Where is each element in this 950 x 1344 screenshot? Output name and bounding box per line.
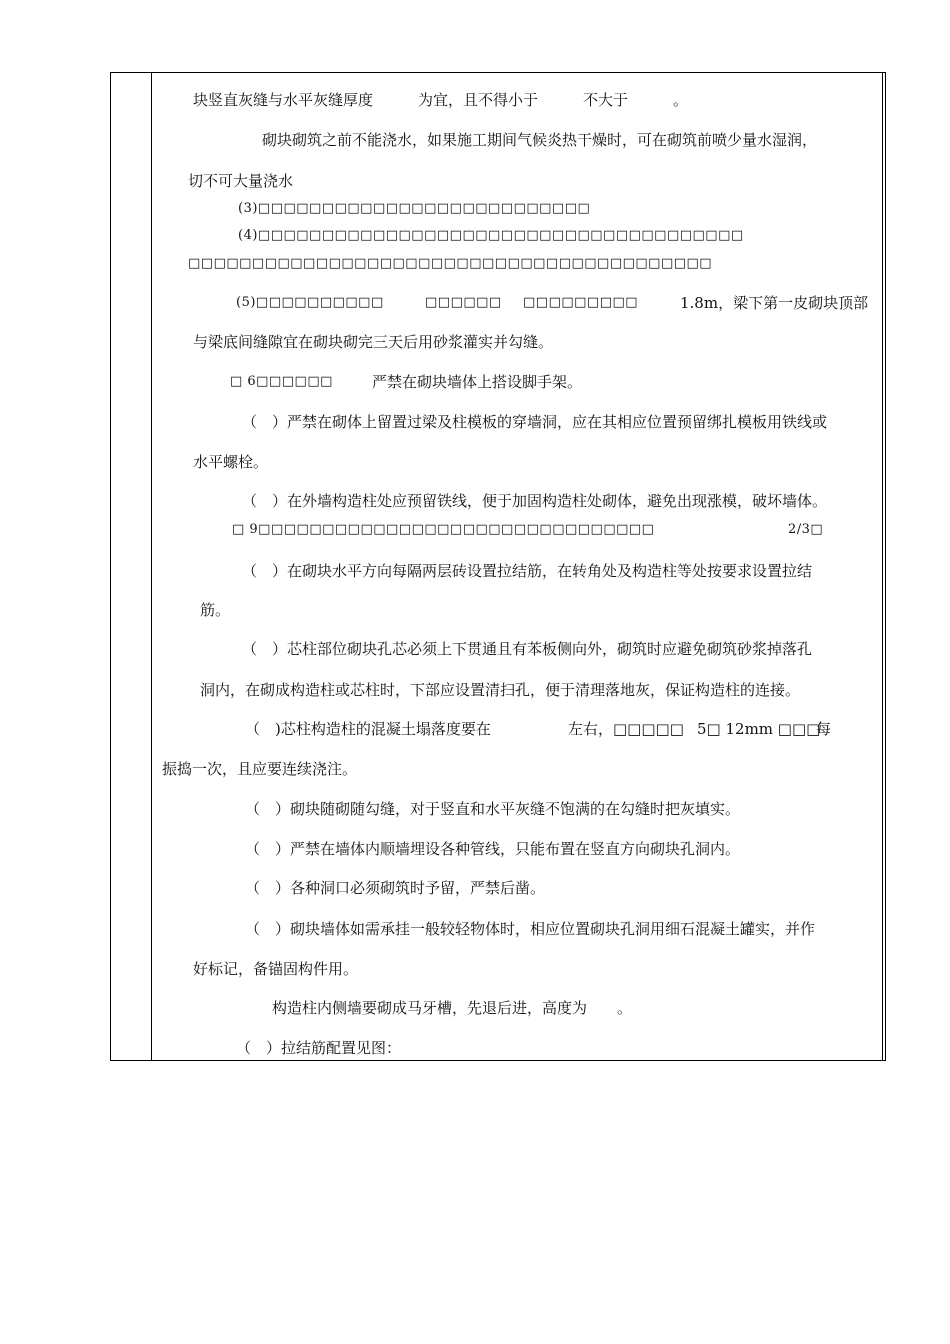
text-line-14: （ ）在砌块水平方向每隔两层砖设置拉结筋，在转角处及构造柱等处按要求设置拉结 — [242, 562, 813, 580]
text-line-15: 筋。 — [200, 601, 231, 619]
text-line-22: （ ）各种洞口必须砌筑时予留，严禁后凿。 — [245, 879, 546, 897]
text-line-25: 构造柱内侧墙要砌成马牙槽，先退后进，高度为 。 — [272, 999, 633, 1017]
text-line-7d: 1.8m，梁下第一皮砌块顶部 — [680, 294, 869, 312]
text-line-26: （ ）拉结筋配置见图： — [236, 1039, 402, 1057]
text-line-13a: □ 9□□□□□□□□□□□□□□□□□□□□□□□□□□□□□□□ — [232, 522, 655, 537]
text-line-18a: （ )芯柱构造柱的混凝土塌落度要在 — [245, 720, 491, 738]
text-line-8: 与梁底间缝隙宜在砌块砌完三天后用砂浆灌实并勾缝。 — [193, 333, 554, 351]
table-column-divider — [151, 73, 152, 1060]
text-line-13b: 2/3□ — [788, 522, 824, 537]
text-line-20: （ ）砌块随砌随勾缝，对于竖直和水平灰缝不饱满的在勾缝时把灰填实。 — [245, 800, 741, 818]
text-line-7a: (5)□□□□□□□□□□ — [236, 295, 384, 310]
text-line-4: (3)□□□□□□□□□□□□□□□□□□□□□□□□□□ — [238, 201, 591, 216]
text-line-9b: 严禁在砌块墙体上搭设脚手架。 — [372, 373, 583, 391]
text-line-11: 水平螺栓。 — [193, 453, 269, 471]
text-line-3: 切不可大量浇水 — [188, 172, 294, 190]
text-line-6: □□□□□□□□□□□□□□□□□□□□□□□□□□□□□□□□□□□□□□□□□ — [188, 256, 713, 271]
text-line-7b: □□□□□□ — [425, 295, 502, 310]
text-line-9a: □ 6□□□□□□ — [230, 374, 333, 389]
text-line-24: 好标记，备锚固构件用。 — [193, 960, 359, 978]
text-line-21: （ ）严禁在墙体内顺墙埋设各种管线，只能布置在竖直方向砌块孔洞内。 — [245, 840, 741, 858]
text-line-18c: 5□ 12mm □□□ — [697, 720, 821, 738]
text-line-16: （ ）芯柱部位砌块孔芯必须上下贯通且有苯板侧向外，砌筑时应避免砌筑砂浆掉落孔 — [242, 640, 813, 658]
text-line-5: (4)□□□□□□□□□□□□□□□□□□□□□□□□□□□□□□□□□□□□□□ — [238, 228, 744, 243]
text-line-17: 洞内，在砌成构造柱或芯柱时，下部应设置清扫孔，便于清理落地灰，保证构造柱的连接。 — [200, 681, 801, 699]
text-line-18d: 每 — [816, 720, 832, 738]
text-line-2: 砌块砌筑之前不能浇水，如果施工期间气候炎热干燥时，可在砌筑前喷少量水湿润， — [262, 131, 818, 149]
text-line-12: （ ）在外墙构造柱处应预留铁线，便于加固构造柱处砌体，避免出现涨模，破坏墙体。 — [242, 492, 828, 510]
text-line-18b: 左右，□□□□□ — [568, 720, 684, 738]
text-line-19: 振捣一次，且应要连续浇注。 — [162, 760, 358, 778]
text-line-7c: □□□□□□□□□ — [523, 295, 639, 310]
text-line-10: （ ）严禁在砌体上留置过梁及柱模板的穿墙洞，应在其相应位置预留绑扎模板用铁线或 — [242, 413, 828, 431]
text-line-1: 块竖直灰缝与水平灰缝厚度 为宜，且不得小于 不大于 。 — [193, 91, 689, 109]
text-line-23: （ ）砌块墙体如需承挂一般较轻物体时，相应位置砌块孔洞用细石混凝土罐实，并作 — [245, 920, 816, 938]
table-right-border — [882, 73, 883, 1060]
